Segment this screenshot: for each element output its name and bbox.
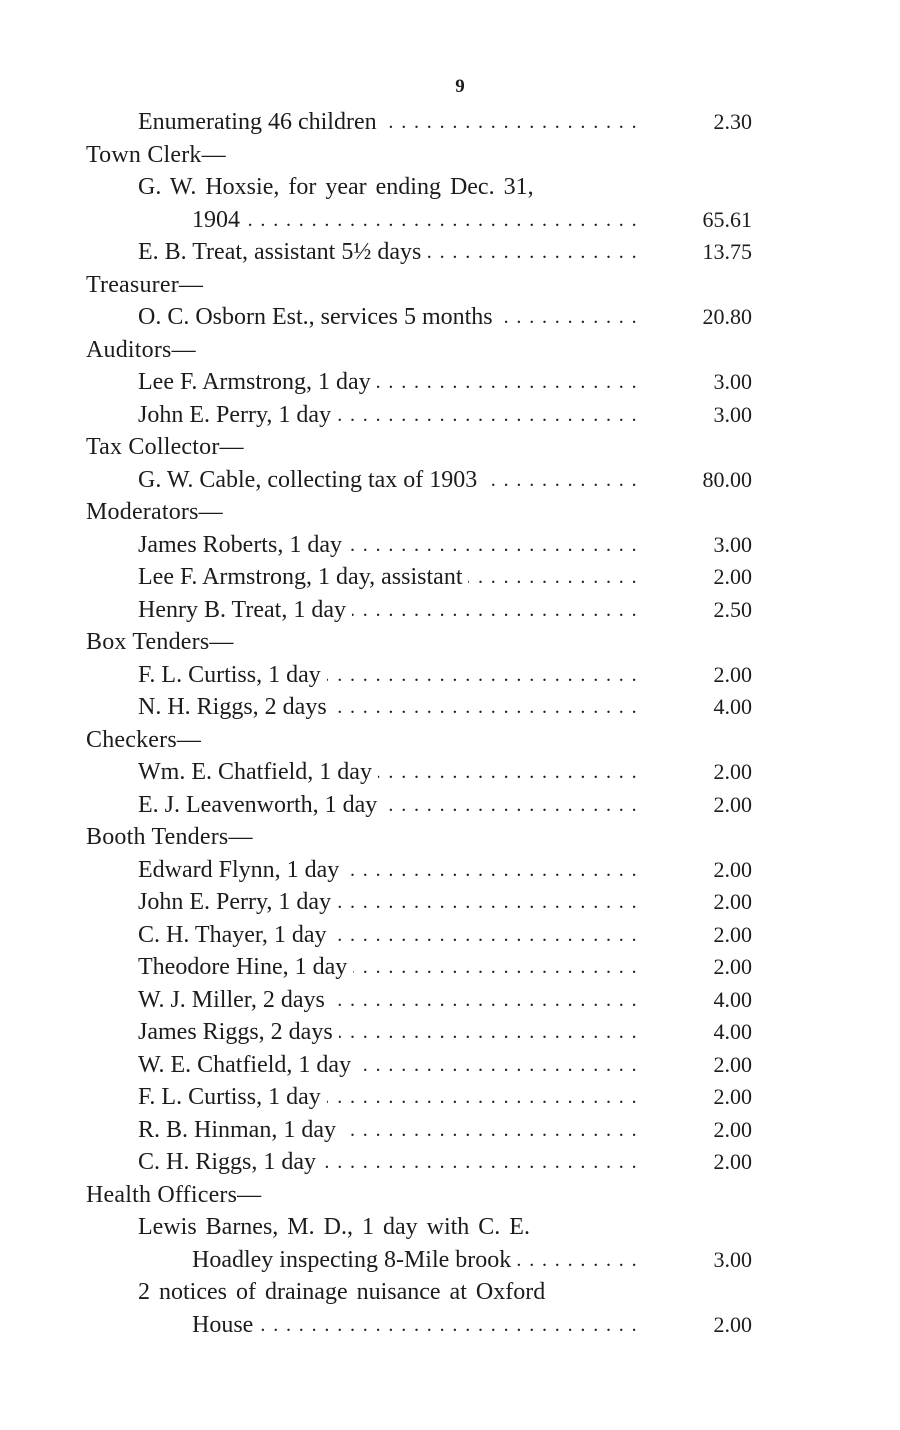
ledger-row <box>86 1114 752 1147</box>
entry-description <box>138 789 638 822</box>
entry-description-text: John E. Perry, 1 day <box>138 889 337 915</box>
entry-amount: 2.00 <box>713 889 752 914</box>
entry-description <box>138 366 638 399</box>
section-heading-label: Booth Tenders— <box>86 824 253 850</box>
entry-description <box>138 1114 638 1147</box>
entry-description-text: James Riggs, 2 days <box>138 1019 339 1045</box>
entry-amount: 2.00 <box>713 1116 752 1142</box>
entry-description-text: Enumerating 46 children <box>138 109 383 135</box>
entry-description <box>138 854 638 887</box>
entry-description <box>138 464 638 497</box>
entry-amount: 3.00 <box>713 1246 752 1272</box>
entry-description <box>138 594 638 627</box>
entry-description-text: R. B. Hinman, 1 day <box>138 1117 342 1143</box>
ledger-row <box>86 204 752 237</box>
ledger-row <box>86 1244 752 1277</box>
entry-description-text: F. L. Curtiss, 1 day <box>138 662 327 688</box>
entry-description <box>138 919 638 952</box>
section-heading <box>86 496 752 529</box>
entry-description <box>138 886 638 919</box>
ledger-row <box>86 789 752 822</box>
ledger-row <box>86 1016 752 1049</box>
ledger-row <box>86 1146 752 1179</box>
section-heading <box>86 269 752 302</box>
section-heading-label: Town Clerk— <box>86 141 226 168</box>
entry-description-text: F. L. Curtiss, 1 day <box>138 1084 327 1110</box>
entry-description-text: Edward Flynn, 1 day <box>138 857 345 883</box>
entry-description-text: Theodore Hine, 1 day <box>138 954 353 980</box>
ledger-row <box>86 171 752 204</box>
ledger-row <box>86 464 752 497</box>
entry-amount: 2.00 <box>713 1149 752 1174</box>
ledger-row <box>86 1276 752 1309</box>
entry-amount: 3.00 <box>713 369 752 394</box>
entry-description-text: G. W. Cable, collecting tax of 1903 <box>138 467 483 493</box>
entry-description-text: W. J. Miller, 2 days <box>138 987 331 1013</box>
ledger-row <box>86 659 752 692</box>
section-heading <box>86 1179 752 1212</box>
section-heading-label: Health Officers— <box>86 1181 262 1208</box>
entry-description-text: W. E. Chatfield, 1 day <box>138 1052 357 1078</box>
entry-description: G. W. Hoxsie, for year ending Dec. 31, <box>138 174 534 200</box>
ledger-row <box>86 951 752 984</box>
entry-amount: 2.30 <box>713 109 752 134</box>
section-heading-label: Box Tenders— <box>86 629 234 655</box>
section-heading <box>86 139 752 172</box>
section-heading <box>86 431 752 464</box>
entry-amount: 2.00 <box>713 954 752 979</box>
entry-description-text: E. B. Treat, assistant 5½ days <box>138 239 427 265</box>
entry-amount: 2.00 <box>713 1051 752 1077</box>
entry-description-text: N. H. Riggs, 2 days <box>138 694 333 720</box>
entry-description <box>138 236 638 269</box>
ledger-row <box>86 854 752 887</box>
ledger-row <box>86 529 752 562</box>
entry-amount: 2.00 <box>713 564 752 589</box>
entry-amount: 2.00 <box>713 661 752 687</box>
entry-description <box>138 984 638 1017</box>
entry-amount: 65.61 <box>702 206 752 232</box>
section-heading-label: Moderators— <box>86 499 223 525</box>
entry-amount: 20.80 <box>702 304 752 329</box>
entry-amount: 2.00 <box>713 921 752 947</box>
entry-description-text: James Roberts, 1 day <box>138 532 348 558</box>
section-heading <box>86 334 752 367</box>
entry-amount: 2.00 <box>713 1084 752 1109</box>
ledger-row <box>86 886 752 919</box>
entry-amount: 3.00 <box>713 401 752 427</box>
ledger-row <box>86 106 752 139</box>
expense-ledger <box>86 106 752 1341</box>
ledger-row <box>86 236 752 269</box>
section-heading <box>86 821 752 854</box>
ledger-row <box>86 366 752 399</box>
ledger-row <box>86 756 752 789</box>
entry-amount: 2.00 <box>713 759 752 784</box>
entry-description <box>138 301 638 334</box>
entry-description <box>138 951 638 984</box>
entry-amount: 4.00 <box>713 694 752 719</box>
ledger-row <box>86 399 752 432</box>
entry-amount: 80.00 <box>702 466 752 492</box>
ledger-row <box>86 301 752 334</box>
entry-description-text: Henry B. Treat, 1 day <box>138 597 352 623</box>
entry-description <box>138 1146 638 1179</box>
entry-description-text: Lee F. Armstrong, 1 day, assistant <box>138 564 468 590</box>
entry-description <box>138 756 638 789</box>
section-heading <box>86 724 752 757</box>
entry-amount: 2.00 <box>713 791 752 817</box>
ledger-row <box>86 691 752 724</box>
ledger-row <box>86 1081 752 1114</box>
entry-description <box>138 1016 638 1049</box>
section-heading-label: Tax Collector— <box>86 434 244 460</box>
entry-description <box>138 106 638 139</box>
section-heading <box>86 626 752 659</box>
ledger-row <box>86 984 752 1017</box>
entry-description-text: John E. Perry, 1 day <box>138 402 337 428</box>
entry-description <box>138 1049 638 1082</box>
entry-description-text: Wm. E. Chatfield, 1 day <box>138 759 378 785</box>
section-heading-label: Checkers— <box>86 726 202 753</box>
entry-description-text: O. C. Osborn Est., services 5 months <box>138 304 499 330</box>
entry-description <box>138 561 638 594</box>
entry-description <box>192 1309 638 1342</box>
entry-description: 2 notices of drainage nuisance at Oxford <box>138 1279 546 1305</box>
entry-description-text: 1904 <box>192 207 246 233</box>
entry-description <box>138 1081 638 1114</box>
ledger-row <box>86 594 752 627</box>
entry-amount: 13.75 <box>702 239 752 264</box>
entry-description <box>192 1244 638 1277</box>
entry-amount: 3.00 <box>713 531 752 557</box>
ledger-row <box>86 1211 752 1244</box>
entry-amount: 2.00 <box>713 856 752 882</box>
section-heading-label: Auditors— <box>86 336 196 363</box>
entry-description-text: C. H. Thayer, 1 day <box>138 922 333 948</box>
ledger-row <box>86 1049 752 1082</box>
ledger-row <box>86 919 752 952</box>
ledger-row <box>86 1309 752 1342</box>
entry-description-text: E. J. Leavenworth, 1 day <box>138 792 383 818</box>
ledger-row <box>86 561 752 594</box>
entry-description-text: House <box>192 1312 259 1338</box>
entry-description: Lewis Barnes, M. D., 1 day with C. E. <box>138 1214 530 1240</box>
entry-amount: 2.00 <box>713 1311 752 1337</box>
entry-description <box>192 204 638 237</box>
entry-description <box>138 691 638 724</box>
entry-amount: 4.00 <box>713 1019 752 1044</box>
entry-description <box>138 399 638 432</box>
entry-description <box>138 529 638 562</box>
entry-description-text: Lee F. Armstrong, 1 day <box>138 369 377 395</box>
entry-description-text: Hoadley inspecting 8-Mile brook <box>192 1247 517 1273</box>
page-number: 9 <box>455 76 465 97</box>
entry-description <box>138 659 638 692</box>
section-heading-label: Treasurer— <box>86 271 204 298</box>
entry-description-text: C. H. Riggs, 1 day <box>138 1149 322 1175</box>
entry-amount: 4.00 <box>713 986 752 1012</box>
entry-amount: 2.50 <box>713 596 752 622</box>
